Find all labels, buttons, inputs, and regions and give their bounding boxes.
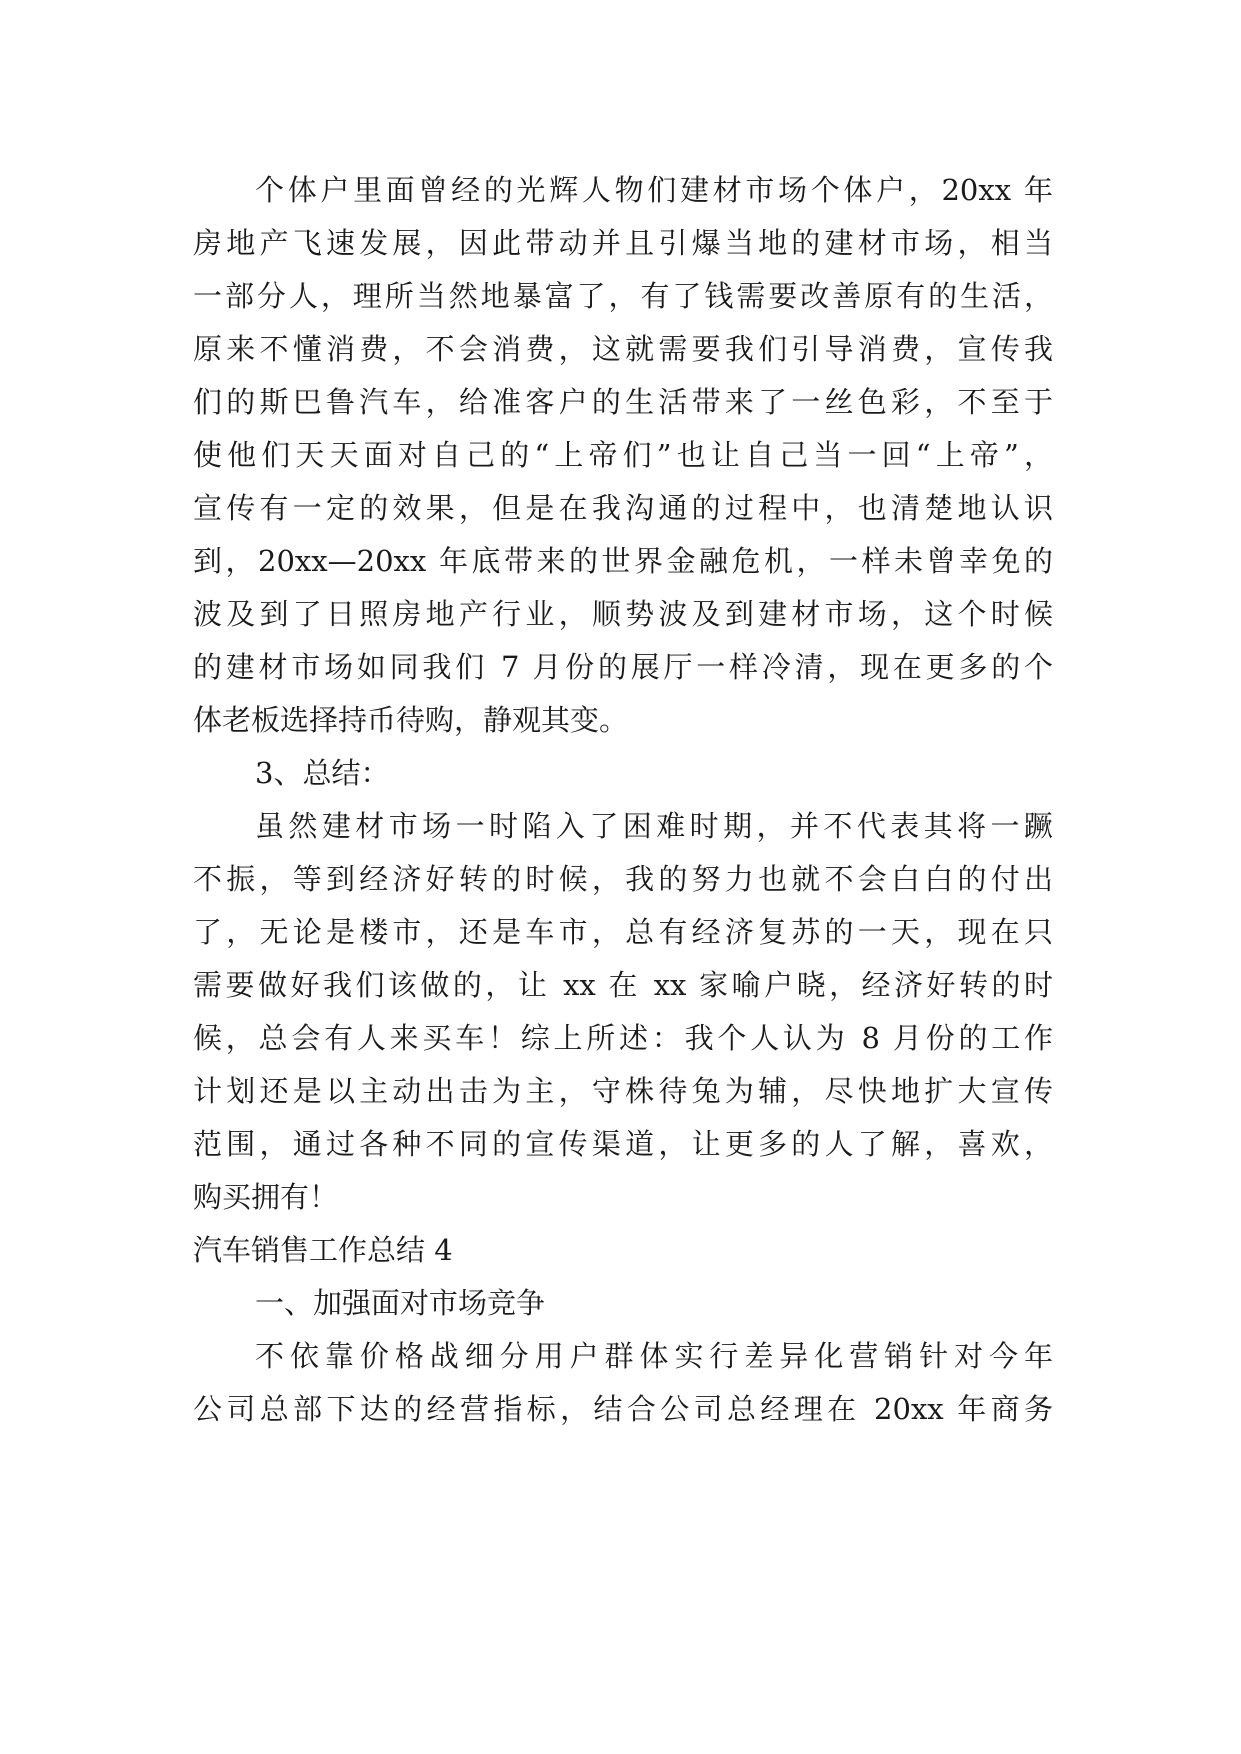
- paragraph-1-line-2: 房地产飞速发展，因此带动并且引爆当地的建材市场，相当: [193, 226, 1053, 260]
- paragraph-1-line-10: 的建材市场如同我们 7 月份的展厅一样冷清，现在更多的个: [193, 650, 1053, 684]
- section-heading-summary: 3、总结：: [255, 756, 390, 790]
- paragraph-2-line-7: 范围，通过各种不同的宣传渠道，让更多的人了解，喜欢，: [193, 1127, 1053, 1161]
- paragraph-1-line-5: 们的斯巴鲁汽车，给准客户的生活带来了一丝色彩，不至于: [193, 385, 1053, 419]
- paragraph-1-line-11: 体老板选择持币待购，静观其变。: [193, 703, 629, 737]
- subsection-heading: 一、加强面对市场竞争: [255, 1286, 546, 1320]
- paragraph-1-line-9: 波及到了日照房地产行业，顺势波及到建材市场，这个时候: [193, 597, 1053, 631]
- paragraph-2-line-8: 购买拥有！: [193, 1180, 339, 1214]
- paragraph-1-line-4: 原来不懂消费，不会消费，这就需要我们引导消费，宣传我: [193, 332, 1053, 366]
- paragraph-2-line-2: 不振，等到经济好转的时候，我的努力也就不会白白的付出: [193, 862, 1053, 896]
- paragraph-2-line-1: 虽然建材市场一时陷入了困难时期，并不代表其将一蹶: [255, 809, 1053, 843]
- paragraph-1-line-8: 到，20xx—20xx 年底带来的世界金融危机，一样未曾幸免的: [193, 544, 1053, 578]
- article-title: 汽车销售工作总结 4: [193, 1233, 453, 1267]
- paragraph-1-line-7: 宣传有一定的效果，但是在我沟通的过程中，也清楚地认识: [193, 491, 1053, 525]
- paragraph-1-line-6: 使他们天天面对自己的“上帝们”也让自己当一回“上帝”，: [193, 438, 1053, 472]
- paragraph-3-line-1: 不依靠价格战细分用户群体实行差异化营销针对今年: [255, 1339, 1053, 1373]
- paragraph-2-line-3: 了，无论是楼市，还是车市，总有经济复苏的一天，现在只: [193, 915, 1053, 949]
- paragraph-2-line-4: 需要做好我们该做的，让 xx 在 xx 家喻户晓，经济好转的时: [193, 968, 1053, 1002]
- paragraph-1-line-1: 个体户里面曾经的光辉人物们建材市场个体户，20xx 年: [255, 173, 1053, 207]
- paragraph-3-line-2: 公司总部下达的经营指标，结合公司总经理在 20xx 年商务: [193, 1392, 1053, 1426]
- paragraph-2-line-6: 计划还是以主动出击为主，守株待兔为辅，尽快地扩大宣传: [193, 1074, 1053, 1108]
- paragraph-1-line-3: 一部分人，理所当然地暴富了，有了钱需要改善原有的生活，: [193, 279, 1053, 313]
- paragraph-2-line-5: 候，总会有人来买车！综上所述：我个人认为 8 月份的工作: [193, 1021, 1053, 1055]
